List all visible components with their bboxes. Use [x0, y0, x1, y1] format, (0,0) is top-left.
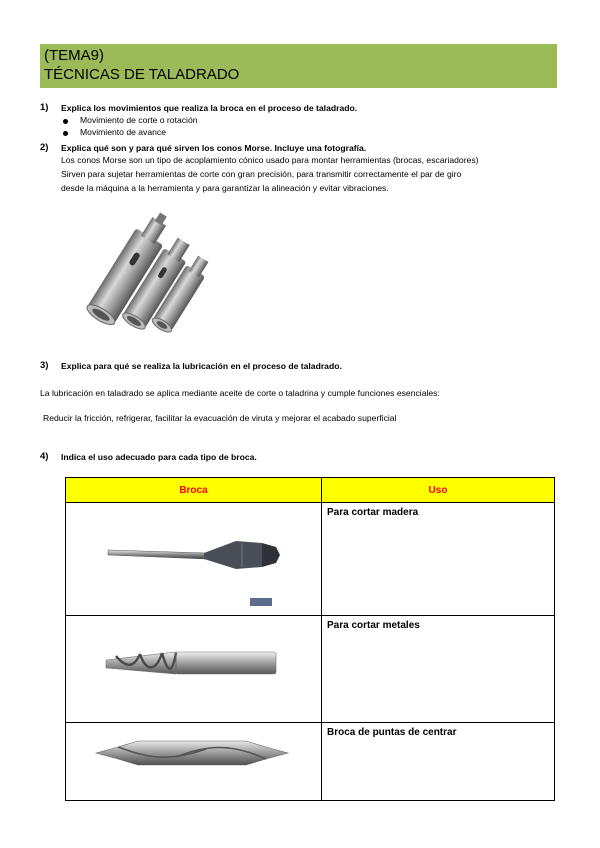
drill-bits-table [65, 477, 555, 801]
twist-drill-bit-cell [66, 616, 322, 723]
bullet-icon [63, 131, 68, 136]
table-row [66, 723, 555, 801]
table-row [66, 616, 555, 723]
q4-number: 4) [40, 451, 49, 462]
q2-question: Explica qué son y para qué sirven los conos Morse. Incluye una fotografía. [61, 143, 367, 153]
bullet-icon [63, 119, 68, 124]
q4-question: Indica el uso adecuado para cada tipo de broca. [61, 452, 257, 462]
page-title: TÉCNICAS DE TALADRADO [44, 66, 240, 83]
q3-answer-1: La lubricación en taladrado se aplica mediante aceite de corte o taladrina y cumple funciones esenciales: [40, 388, 440, 398]
center-drill-bit-cell [66, 723, 322, 801]
center-drill-bit-image [66, 723, 321, 800]
q1-bullet-1: Movimiento de corte o rotación [80, 115, 198, 125]
uso-cell: Broca de puntas de centrar [322, 723, 555, 801]
q1-question: Explica los movimientos que realiza la broca en el proceso de taladrado. [61, 103, 358, 113]
table-header-row [66, 478, 555, 503]
column-header-broca: Broca [66, 478, 322, 503]
q1-number: 1) [40, 102, 49, 113]
uso-cell: Para cortar madera [322, 503, 555, 616]
q3-number: 3) [40, 360, 49, 371]
table-row [66, 503, 555, 616]
spade-drill-bit-cell [66, 503, 322, 616]
morse-cones-image [72, 203, 222, 343]
title-banner [40, 44, 557, 88]
q3-question: Explica para qué se realiza la lubricación en el proceso de taladrado. [61, 361, 342, 371]
column-header-uso: Uso [322, 478, 555, 503]
q2-answer-line-1: Los conos Morse son un tipo de acoplamiento cónico usado para montar herramientas (brocas, escariadores) [61, 155, 479, 165]
uso-cell: Para cortar metales [322, 616, 555, 723]
spade-drill-bit-image [66, 503, 321, 615]
topic-number: (TEMA9) [44, 47, 104, 64]
q3-answer-2: Reducir la fricción, refrigerar, facilitar la evacuación de viruta y mejorar el acabado superficial [43, 413, 397, 423]
q1-bullet-2: Movimiento de avance [80, 127, 166, 137]
twist-drill-bit-image [66, 616, 321, 722]
q2-answer-line-3: desde la máquina a la herramienta y para garantizar la alineación y evitar vibraciones. [61, 183, 389, 193]
q2-answer-line-2: Sirven para sujetar herramientas de corte con gran precisión, para transmitir correctamente el par de giro [61, 169, 462, 179]
q2-number: 2) [40, 142, 49, 153]
